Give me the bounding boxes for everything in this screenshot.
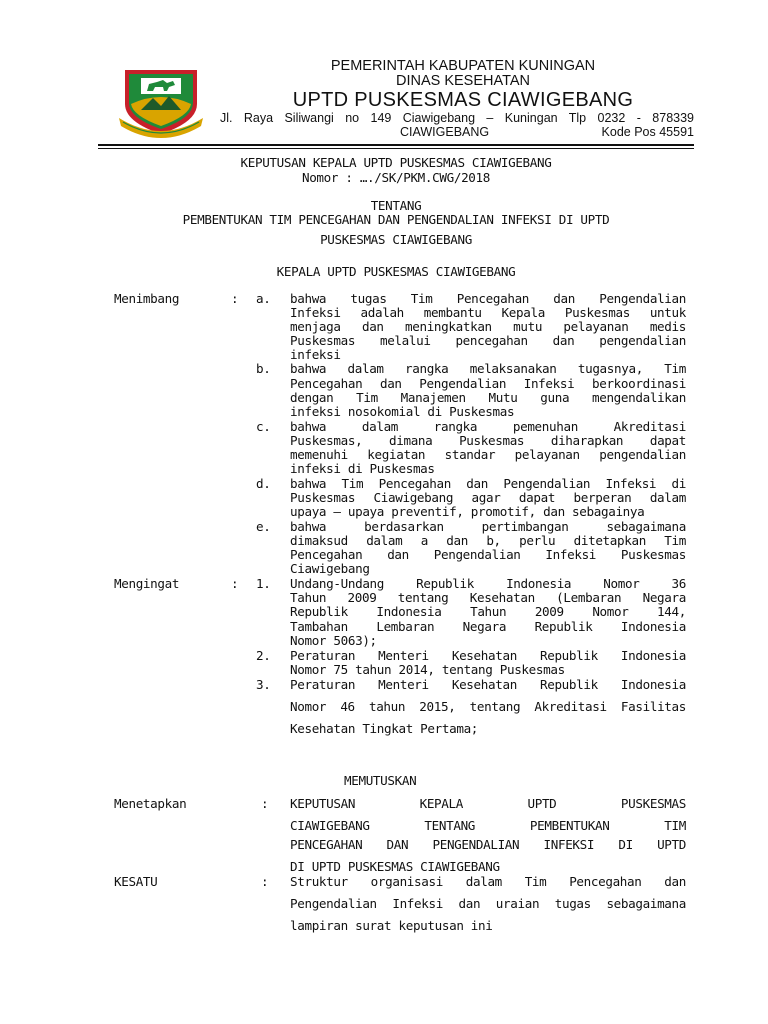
decree-tentang: TENTANG [370, 198, 422, 213]
mengingat-1-line: Tahun 2009 tentang Kesehatan (Lembaran Negara [290, 590, 686, 605]
mengingat-colon: : [231, 576, 239, 591]
mengingat-1-line: Tambahan Lembaran Negara Republik Indonesia [290, 619, 686, 634]
menimbang-b-line: bahwa dalam rangka melaksanakan tugasnya, Tim [290, 361, 686, 376]
menimbang-e-line: bahwa berdasarkan pertimbangan sebagaimana [290, 519, 686, 534]
kuningan-regency-emblem [117, 60, 205, 138]
menimbang-c-line: bahwa dalam rangka pemenuhan Akreditasi [290, 419, 686, 434]
menimbang-marker-e: e. [256, 519, 271, 534]
mengingat-1-line: Undang-Undang Republik Indonesia Nomor 36 [290, 576, 686, 591]
mengingat-marker-1: 1. [256, 576, 271, 591]
menetapkan-label: Menetapkan [114, 796, 187, 811]
memutuskan-heading: MEMUTUSKAN [344, 773, 417, 788]
kesatu-line: Struktur organisasi dalam Tim Pencegahan dan [290, 874, 686, 889]
menimbang-a-line: menjaga dan meningkatkan mutu pelayanan medis [290, 319, 686, 334]
menimbang-d-line: bahwa Tim Pencegahan dan Pengendalian Infeksi di [290, 476, 686, 491]
decree-subject-line-2: PUSKESMAS CIAWIGEBANG [320, 232, 472, 247]
menimbang-label: Menimbang [114, 291, 180, 306]
letterhead-government: PEMERINTAH KABUPATEN KUNINGAN [330, 58, 596, 74]
menetapkan-colon: : [261, 796, 269, 811]
letterhead-postal-code: Kode Pos 45591 [601, 125, 694, 139]
letterhead-institution: UPTD PUSKESMAS CIAWIGEBANG [292, 89, 634, 111]
menimbang-c-line: Puskesmas, dimana Puskesmas diharapkan dapat [290, 433, 686, 448]
menimbang-b-line: Pencegahan dan Pengendalian Infeksi berkoordinasi [290, 376, 686, 391]
mengingat-1-line: Republik Indonesia Tahun 2009 Nomor 144, [290, 604, 686, 619]
menimbang-colon: : [231, 291, 239, 306]
decree-title: KEPUTUSAN KEPALA UPTD PUSKESMAS CIAWIGEBANG [240, 155, 552, 170]
menimbang-e-line: dimaksud dalam a dan b, perlu ditetapkan Tim [290, 533, 686, 548]
kesatu-line: Pengendalian Infeksi dan uraian tugas sebagaimana [290, 896, 686, 911]
menetapkan-line: KEPUTUSAN KEPALA UPTD PUSKESMAS [290, 796, 686, 811]
kesatu-colon: : [261, 874, 269, 889]
mengingat-2-line: Peraturan Menteri Kesehatan Republik Indonesia [290, 648, 686, 663]
menimbang-a-line: Infeksi adalah membantu Kepala Puskesmas untuk [290, 305, 686, 320]
menimbang-a-line: Puskesmas melalui pencegahan dan pengendalian [290, 333, 686, 348]
menimbang-d-line: upaya – upaya preventif, promotif, dan sebagainya [290, 504, 645, 519]
menimbang-marker-a: a. [256, 291, 271, 306]
letterhead-address: Jl. Raya Siliwangi no 149 Ciawigebang – Kuningan Tlp 0232 - 878339 [220, 111, 694, 125]
mengingat-marker-3: 3. [256, 677, 271, 692]
menimbang-a-line: infeksi [290, 347, 341, 362]
letterhead-city-postal [400, 125, 694, 139]
mengingat-label: Mengingat [114, 576, 180, 591]
decree-issuer: KEPALA UPTD PUSKESMAS CIAWIGEBANG [276, 264, 516, 279]
menimbang-b-line: infeksi nosokomial di Puskesmas [290, 404, 515, 419]
mengingat-3-line: Nomor 46 tahun 2015, tentang Akreditasi Fasilitas [290, 699, 686, 714]
kesatu-label: KESATU [114, 874, 158, 889]
letterhead-city: CIAWIGEBANG [400, 125, 490, 139]
decree-number: Nomor : …./SK/PKM.CWG/2018 [301, 170, 491, 185]
letterhead-department: DINAS KESEHATAN [395, 73, 531, 89]
menimbang-marker-b: b. [256, 361, 271, 376]
menetapkan-line: CIAWIGEBANG TENTANG PEMBENTUKAN TIM [290, 818, 686, 833]
letterhead-rule-thin [98, 148, 694, 149]
decree-subject-line-1: PEMBENTUKAN TIM PENCEGAHAN DAN PENGENDALIAN INFEKSI DI UPTD [182, 212, 610, 227]
letterhead-rule-thick [98, 144, 694, 146]
mengingat-2-line: Nomor 75 tahun 2014, tentang Puskesmas [290, 662, 565, 677]
menimbang-e-line: Pencegahan dan Pengendalian Infeksi Puskesmas [290, 547, 686, 562]
mengingat-3-line: Peraturan Menteri Kesehatan Republik Indonesia [290, 677, 686, 692]
menimbang-marker-c: c. [256, 419, 271, 434]
mengingat-3-line: Kesehatan Tingkat Pertama; [290, 721, 479, 736]
menetapkan-line: PENCEGAHAN DAN PENGENDALIAN INFEKSI DI UPTD [290, 837, 686, 852]
menimbang-e-line: Ciawigebang [290, 561, 370, 576]
menimbang-b-line: dengan Tim Manajemen Mutu guna mengendalikan [290, 390, 686, 405]
mengingat-1-line: Nomor 5063); [290, 633, 377, 648]
menimbang-d-line: Puskesmas Ciawigebang agar dapat berperan dalam [290, 490, 686, 505]
menimbang-c-line: infeksi di Puskesmas [290, 461, 435, 476]
mengingat-marker-2: 2. [256, 648, 271, 663]
menimbang-c-line: memenuhi kegiatan standar pelayanan pengendalian [290, 447, 686, 462]
menetapkan-line: DI UPTD PUSKESMAS CIAWIGEBANG [290, 859, 500, 874]
kesatu-line: lampiran surat keputusan ini [290, 918, 493, 933]
menimbang-a-line: bahwa tugas Tim Pencegahan dan Pengendalian [290, 291, 686, 306]
menimbang-marker-d: d. [256, 476, 271, 491]
